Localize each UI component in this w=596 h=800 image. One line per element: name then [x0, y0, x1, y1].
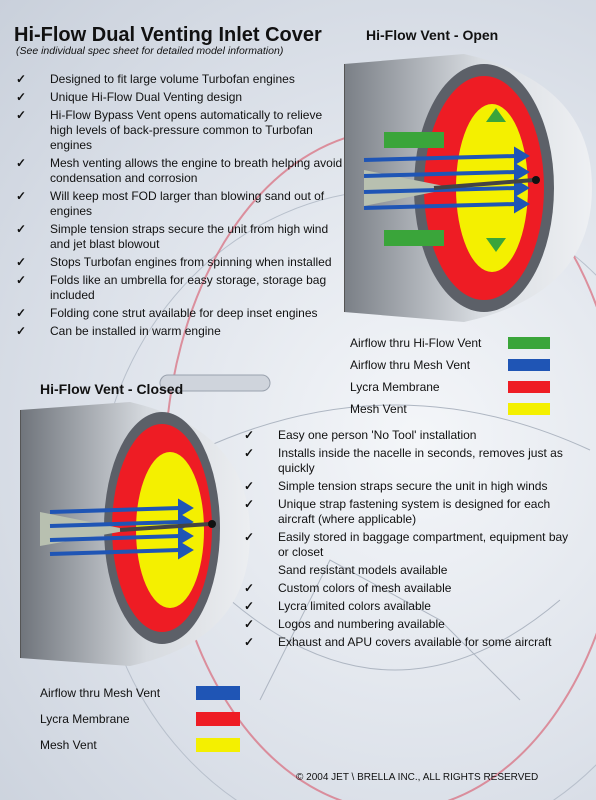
list-item-text: Unique Hi-Flow Dual Venting design: [50, 90, 243, 104]
list-item: [16, 108, 346, 153]
list-item: [16, 324, 346, 339]
hi-flow-vent-closed-illustration: [20, 400, 250, 668]
list-item-text: Easily stored in baggage compartment, equipment bay or closet: [278, 530, 569, 559]
check-icon: ✓: [16, 324, 27, 338]
list-item: [16, 189, 346, 219]
page-title: Hi-Flow Dual Venting Inlet Cover: [14, 24, 322, 46]
list-item-text: Unique strap fastening system is designed for each aircraft (where applicable): [278, 497, 551, 526]
legend-item: [350, 354, 550, 376]
legend-swatch: [508, 359, 550, 371]
list-item: [244, 635, 574, 650]
legend-item: [350, 332, 550, 354]
list-item-text: Installs inside the nacelle in seconds, removes just as quickly: [278, 446, 563, 475]
check-icon: ✓: [16, 72, 27, 86]
list-item: [244, 530, 574, 560]
check-icon: ✓: [16, 90, 27, 104]
list-item: [16, 156, 346, 186]
list-item-text: Stops Turbofan engines from spinning when installed: [50, 255, 332, 269]
list-item: [244, 428, 574, 443]
hi-flow-vent-open-illustration: [344, 52, 592, 324]
list-item-text: Mesh venting allows the engine to breath helping avoid condensation and corrosion: [50, 156, 343, 185]
list-item: [244, 479, 574, 494]
check-icon: ✓: [244, 530, 255, 544]
legend-item: [40, 706, 240, 732]
legend-label: Mesh Vent: [40, 738, 97, 752]
list-item: [244, 581, 574, 596]
list-item: [16, 72, 346, 87]
list-item-text: Simple tension straps secure the unit from high wind and jet blast blowout: [50, 222, 329, 251]
check-icon: ✓: [244, 428, 255, 442]
legend-label: Lycra Membrane: [350, 380, 440, 394]
open-diagram-label: Hi-Flow Vent - Open: [366, 27, 499, 43]
check-icon: ✓: [16, 306, 27, 320]
check-icon: ✓: [16, 255, 27, 269]
page-subtitle: (See individual spec sheet for detailed model information): [16, 45, 284, 57]
list-item-text: Custom colors of mesh available: [278, 581, 452, 595]
list-item-text: Folds like an umbrella for easy storage, storage bag included: [50, 273, 327, 302]
check-icon: ✓: [244, 635, 255, 649]
legend-label: Airflow thru Mesh Vent: [40, 686, 161, 700]
list-item-text: Logos and numbering available: [278, 617, 445, 631]
list-item-text: Will keep most FOD larger than blowing sand out of engines: [50, 189, 325, 218]
list-item: [16, 255, 346, 270]
closed-diagram-label: Hi-Flow Vent - Closed: [40, 381, 184, 397]
legend-item: [40, 732, 240, 758]
list-item: [244, 563, 574, 578]
legend-swatch: [508, 381, 550, 393]
list-item-text: Sand resistant models available: [278, 563, 448, 577]
check-icon: ✓: [244, 599, 255, 613]
list-item-text: Hi-Flow Bypass Vent opens automatically to relieve high levels of back-pressure common to Turbofan engines: [50, 108, 323, 152]
check-icon: ✓: [16, 156, 27, 170]
check-icon: ✓: [244, 617, 255, 631]
check-icon: ✓: [16, 108, 27, 122]
legend-label: Mesh Vent: [350, 402, 407, 416]
copyright-footer: © 2004 JET \ BRELLA INC., ALL RIGHTS RESERVED: [296, 772, 539, 783]
legend-swatch: [508, 337, 550, 349]
check-icon: ✓: [16, 222, 27, 236]
list-item: [244, 497, 574, 527]
list-item: [244, 446, 574, 476]
check-icon: ✓: [244, 446, 255, 460]
legend-item: [40, 680, 240, 706]
list-item: [16, 306, 346, 321]
legend-item: [350, 376, 550, 398]
list-item-text: Easy one person 'No Tool' installation: [278, 428, 477, 442]
list-item: [244, 599, 574, 614]
list-item: [16, 273, 346, 303]
list-item-text: Can be installed in warm engine: [50, 324, 221, 338]
legend-closed: [40, 680, 240, 758]
legend-open: [350, 332, 550, 420]
legend-item: [350, 398, 550, 420]
list-item-text: Folding cone strut available for deep inset engines: [50, 306, 318, 320]
check-icon: ✓: [16, 273, 27, 287]
legend-swatch: [196, 686, 240, 700]
legend-label: Lycra Membrane: [40, 712, 130, 726]
list-item-text: Lycra limited colors available: [278, 599, 431, 613]
legend-swatch: [196, 738, 240, 752]
legend-label: Airflow thru Mesh Vent: [350, 358, 471, 372]
feature-list: [16, 72, 346, 342]
check-icon: ✓: [244, 581, 255, 595]
list-item: [244, 617, 574, 632]
check-icon: ✓: [16, 189, 27, 203]
legend-swatch: [196, 712, 240, 726]
check-icon: ✓: [244, 497, 255, 511]
list-item: [16, 90, 346, 105]
list-item: [16, 222, 346, 252]
list-item-text: Simple tension straps secure the unit in high winds: [278, 479, 548, 493]
list-item-text: Designed to fit large volume Turbofan engines: [50, 72, 295, 86]
check-icon: ✓: [244, 479, 255, 493]
feature-list-secondary: [244, 428, 574, 653]
list-item-text: Exhaust and APU covers available for some aircraft: [278, 635, 552, 649]
legend-swatch: [508, 403, 550, 415]
legend-label: Airflow thru Hi-Flow Vent: [350, 336, 482, 350]
